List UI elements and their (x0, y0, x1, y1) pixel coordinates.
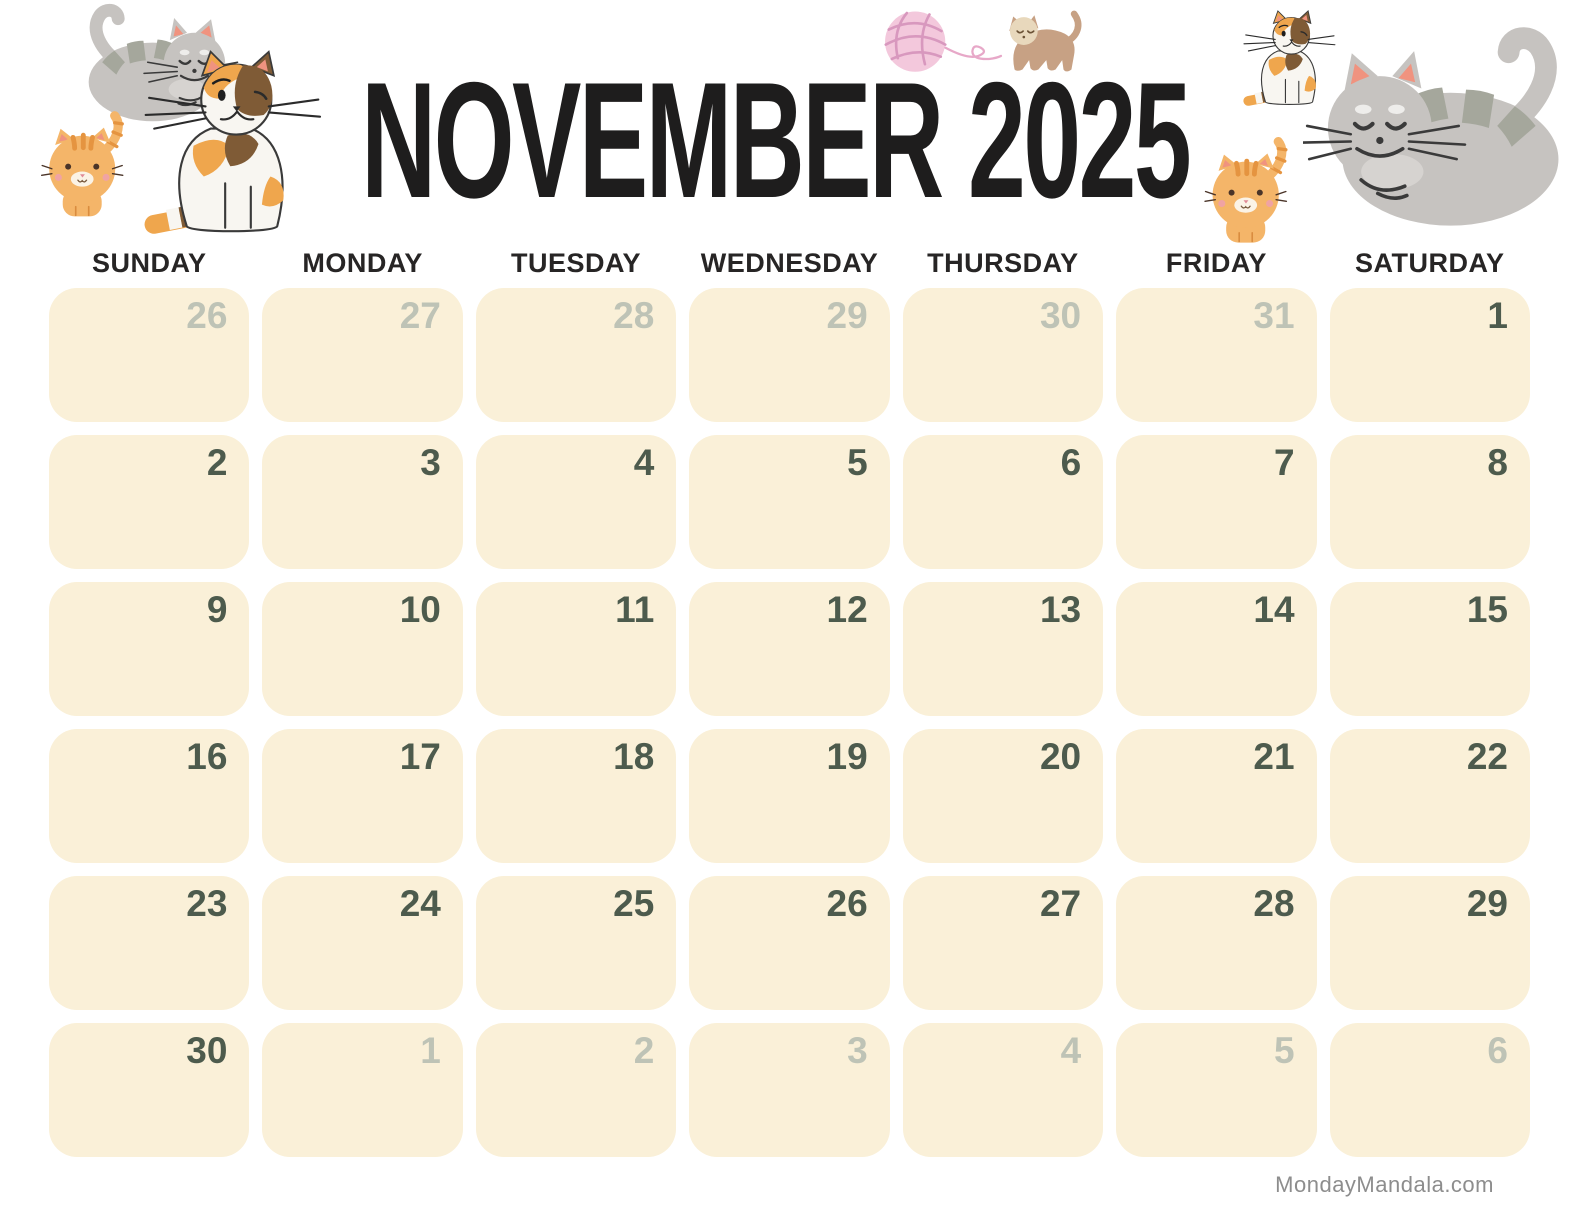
day-cell (689, 876, 889, 1010)
day-number: 6 (1487, 1030, 1508, 1071)
day-number: 2 (206, 442, 228, 483)
day-cell (262, 1023, 462, 1157)
day-number: 5 (847, 442, 868, 483)
weekday-label: THURSDAY (927, 248, 1079, 278)
day-number: 25 (613, 883, 655, 924)
day-cell (1330, 288, 1530, 422)
day-number: 4 (1060, 1030, 1082, 1071)
day-cell (262, 288, 462, 422)
day-cell (476, 288, 676, 422)
day-number: 16 (186, 736, 228, 777)
day-number: 8 (1487, 442, 1508, 483)
day-cell (476, 729, 676, 863)
day-cell (1116, 288, 1316, 422)
day-cell (49, 876, 249, 1010)
day-number: 22 (1466, 736, 1508, 777)
footer-site-label: MondayMandala.com (1275, 1172, 1494, 1197)
day-number: 9 (206, 589, 228, 630)
day-cell (903, 1023, 1103, 1157)
day-number: 27 (399, 295, 441, 336)
day-number: 10 (399, 589, 441, 630)
day-cell (1330, 729, 1530, 863)
day-number: 3 (420, 442, 441, 483)
day-number: 6 (1060, 442, 1082, 483)
day-number: 30 (1039, 295, 1082, 336)
day-cell (262, 876, 462, 1010)
page-title: NOVEMBER 2025 (361, 48, 1190, 232)
day-number: 4 (633, 442, 655, 483)
day-number: 12 (826, 589, 868, 630)
day-cell (262, 582, 462, 716)
weekday-label: WEDNESDAY (700, 248, 879, 278)
day-cell (49, 435, 249, 569)
day-number: 1 (420, 1030, 441, 1071)
day-number: 15 (1466, 589, 1508, 630)
day-number: 2 (633, 1030, 655, 1071)
day-number: 28 (1253, 883, 1295, 924)
day-cell (689, 288, 889, 422)
day-number: 5 (1273, 1030, 1295, 1071)
day-number: 21 (1253, 736, 1295, 777)
day-cell (903, 435, 1103, 569)
day-number: 27 (1039, 883, 1082, 924)
day-cell (49, 1023, 249, 1157)
day-number: 23 (186, 883, 228, 924)
day-cell (1330, 876, 1530, 1010)
day-number: 17 (399, 736, 441, 777)
day-cell (49, 288, 249, 422)
weekday-label: TUESDAY (511, 248, 642, 278)
day-cell (49, 729, 249, 863)
day-cell (1116, 876, 1316, 1010)
day-cell (476, 582, 676, 716)
title-wrap (0, 48, 1551, 232)
day-number: 13 (1039, 589, 1082, 630)
day-number: 30 (186, 1030, 228, 1071)
day-cell (1116, 1023, 1316, 1157)
day-cell (262, 435, 462, 569)
day-number: 1 (1487, 295, 1508, 336)
day-number: 24 (399, 883, 441, 924)
weekday-label: FRIDAY (1165, 248, 1267, 278)
day-cell (903, 876, 1103, 1010)
day-cell (689, 1023, 889, 1157)
weekday-label: SUNDAY (91, 248, 207, 278)
day-cell (689, 435, 889, 569)
day-cell (1116, 729, 1316, 863)
calendar-grid (49, 288, 1530, 1157)
weekday-label: MONDAY (302, 248, 423, 278)
day-cell (1116, 435, 1316, 569)
day-number: 14 (1253, 589, 1295, 630)
weekday-row (49, 249, 1530, 279)
day-cell (903, 729, 1103, 863)
weekday-label: SATURDAY (1355, 248, 1505, 278)
day-number: 29 (1466, 883, 1508, 924)
day-number: 3 (847, 1030, 868, 1071)
day-number: 28 (613, 295, 655, 336)
day-cell (1330, 435, 1530, 569)
day-cell (903, 288, 1103, 422)
day-cell (1330, 582, 1530, 716)
day-number: 20 (1039, 736, 1082, 777)
day-number: 26 (826, 883, 868, 924)
day-number: 29 (826, 295, 868, 336)
day-cell (476, 1023, 676, 1157)
day-cell (1116, 582, 1316, 716)
day-cell (49, 582, 249, 716)
day-number: 18 (613, 736, 655, 777)
day-cell (903, 582, 1103, 716)
day-cell (476, 876, 676, 1010)
day-number: 31 (1253, 295, 1295, 336)
day-number: 26 (186, 295, 228, 336)
day-number: 11 (615, 589, 655, 630)
day-cell (262, 729, 462, 863)
day-cell (689, 582, 889, 716)
day-cell (476, 435, 676, 569)
day-number: 7 (1273, 442, 1295, 483)
day-cell (689, 729, 889, 863)
day-number: 19 (826, 736, 868, 777)
day-cell (1330, 1023, 1530, 1157)
